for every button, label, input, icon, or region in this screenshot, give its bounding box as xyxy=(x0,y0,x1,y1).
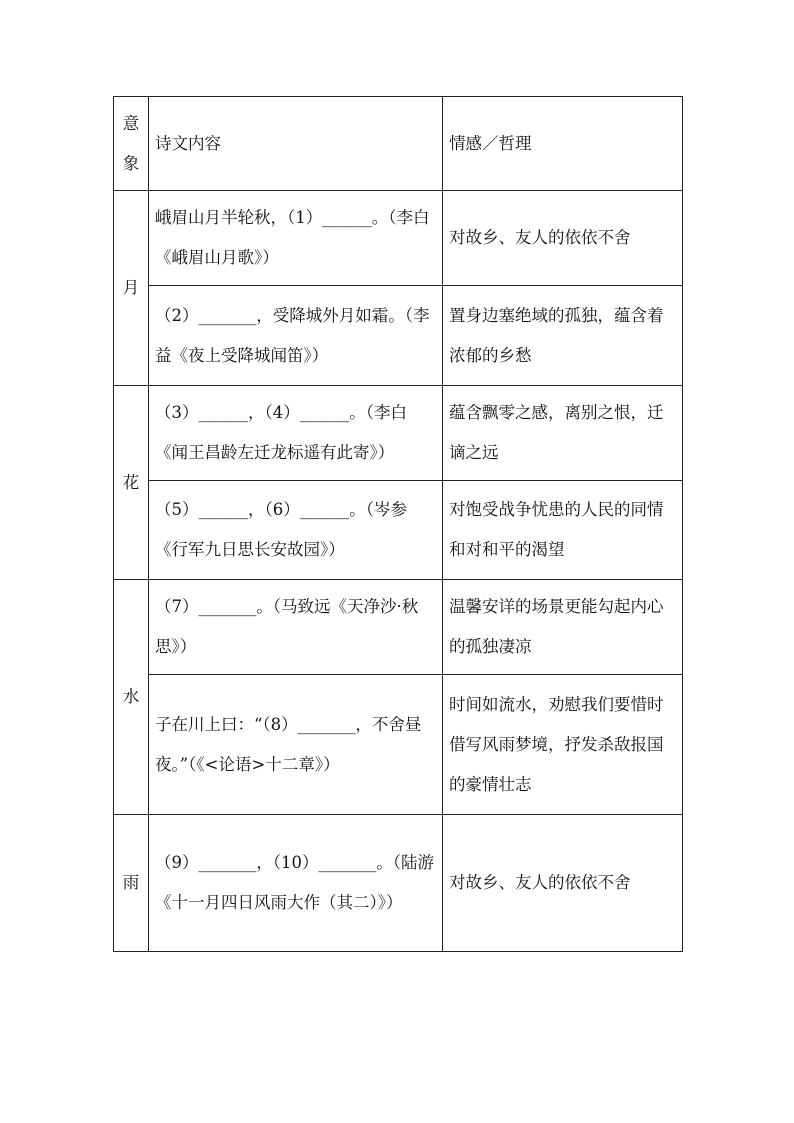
imagery-moon: 月 xyxy=(114,191,149,386)
header-imagery-text: 意 象 xyxy=(122,113,140,173)
header-row xyxy=(114,97,683,191)
table-row xyxy=(114,386,683,481)
poem-content-cell: （3）______，（4）______。（李白《闻王昌龄左迁龙标遥有此寄》） xyxy=(149,386,443,481)
emotion-cell: 蕴含飘零之感，离别之恨，迁谪之远 xyxy=(443,386,683,481)
table-row xyxy=(114,286,683,386)
poem-imagery-table xyxy=(113,96,683,952)
table-row xyxy=(114,815,683,952)
emotion-cell: 时间如流水，劝慰我们要惜时借写风雨梦境，抒发杀敌报国的豪情壮志 xyxy=(443,675,683,815)
imagery-water: 水 xyxy=(114,580,149,815)
poem-content-cell: 子在川上曰：“（8）_______，不舍昼夜。”（《<论语>十二章》） xyxy=(149,675,443,815)
imagery-rain: 雨 xyxy=(114,815,149,952)
header-emotion: 情感／哲理 xyxy=(443,97,683,191)
document-page xyxy=(113,96,682,952)
poem-content-cell: 峨眉山月半轮秋，（1）______。（李白《峨眉山月歌》） xyxy=(149,191,443,286)
emotion-cell: 对故乡、友人的依依不舍 xyxy=(443,815,683,952)
table-row xyxy=(114,481,683,580)
table-row xyxy=(114,191,683,286)
poem-content-cell: （5）______，（6）______。（岑参《行军九日思长安故园》） xyxy=(149,481,443,580)
emotion-cell: 对故乡、友人的依依不舍 xyxy=(443,191,683,286)
poem-content-cell: （2）_______，受降城外月如霜。（李益《夜上受降城闻笛》） xyxy=(149,286,443,386)
table-row xyxy=(114,675,683,815)
emotion-cell: 置身边塞绝域的孤独，蕴含着浓郁的乡愁 xyxy=(443,286,683,386)
imagery-flower: 花 xyxy=(114,386,149,580)
header-content: 诗文内容 xyxy=(149,97,443,191)
poem-content-cell: （9）_______，（10）_______。（陆游《十一月四日风雨大作（其二）》） xyxy=(149,815,443,952)
table-row xyxy=(114,580,683,675)
emotion-cell: 对饱受战争忧患的人民的同情和对和平的渴望 xyxy=(443,481,683,580)
poem-content-cell: （7）_______。（马致远《天净沙·秋思》） xyxy=(149,580,443,675)
header-imagery xyxy=(114,97,149,191)
emotion-cell: 温馨安详的场景更能勾起内心的孤独凄凉 xyxy=(443,580,683,675)
